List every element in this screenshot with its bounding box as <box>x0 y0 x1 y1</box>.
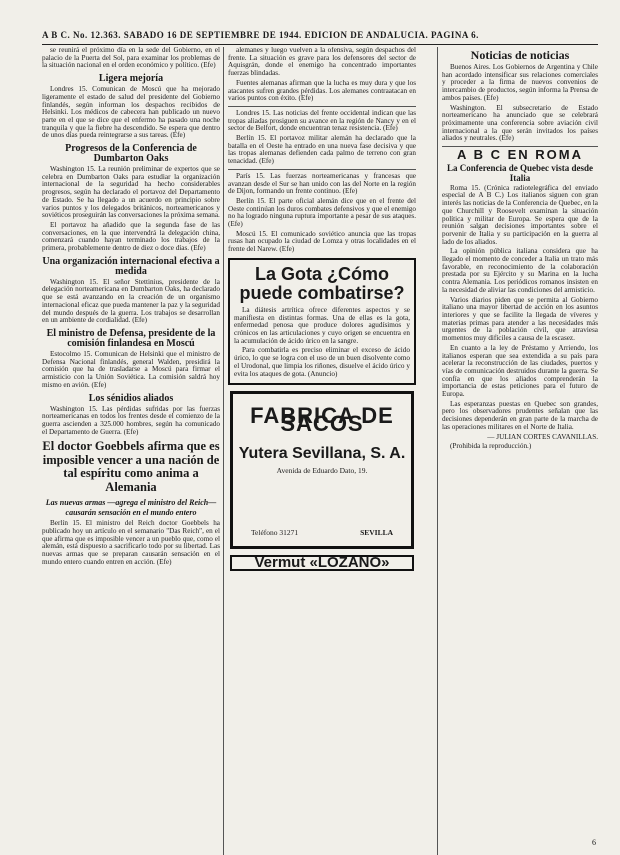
column-divider-1 <box>223 47 224 855</box>
page-number: 6 <box>592 838 596 847</box>
article-text: Londres 15. Comunican de Moscú que ha mejorado ligeramente el estado de salud del presidente del Gobierno finlandés, según informan los despachos recibidos de Helsinki. Los médicos de cabecera han publicado un nuevo parte en el que se dice que el enfermo ha pasado una noche tranquila y que la fiebre ha descendido. Se espera que dentro de unos días pueda reintegrarse a sus tareas. (Efe) <box>42 85 220 140</box>
article-text: Berlín 15. El parte oficial alemán dice que en el frente del Oeste continúan los duros combates defensivos y que el enemigo no ha logrado ninguna ruptura importante a pesar de sus ataques. (Efe) <box>228 196 416 229</box>
fabrica-sacos-advertisement <box>230 391 414 549</box>
separator <box>228 169 416 170</box>
subheadline-goebbels: Las nuevas armas —agrega el ministro del Reich— causarán sensación en el mundo entero <box>45 498 217 518</box>
gota-advertisement <box>228 258 416 385</box>
article-text: se reunirá el próximo día en la sede del Gobierno, en el palacio de la Puerta del Sol, para examinar los problemas de la situación nacional en el orden económico y político. (Efe) <box>42 47 220 70</box>
headline-quebec: La Conferencia de Quebec vista desde Italia <box>446 162 594 183</box>
article-text: Roma 15. (Crónica radiotelegráfica del enviado especial de A B C.) Los italianos siguen con gran interés las noticias de la Conferencia de Quebec, en la que Churchill y Roosevelt examinan la situación política y militar de Europa. Se espera que de la reunión salgan decisiones importantes sobre el porvenir de Italia y su participación en la guerra al lado de los aliados. <box>442 183 598 246</box>
headline-dumbarton-oaks: Progresos de la Conferencia de Dumbarton Oaks <box>65 143 197 165</box>
headline-noticias: Noticias de noticias <box>470 48 570 62</box>
article-text: Moscú 15. El comunicado soviético anuncia que las tropas rusas han ocupado la ciudad de Lomza y otras localidades en el frente del Narew. (Efe) <box>228 229 416 254</box>
article-text: Londres 15. Las noticias del frente occidental indican que las tropas aliadas prosiguen su avance en la región de Nancy y en el sector de Belfort, donde encuentran tenaz resistencia. (Efe) <box>228 108 416 133</box>
page-header: A B C. No. 12.363. SABADO 16 DE SEPTIEMBRE DE 1944. EDICION DE ANDALUCIA. PAGINA 6. <box>42 30 479 40</box>
column-2 <box>228 47 416 855</box>
article-text: Buenos Aires. Los Gobiernos de Argentina y Chile han acordado intensificar sus relaciones comerciales y proceder a la firma de nuevos convenios de intercambio de productos, según informa la Prensa de ambos países. (Efe) <box>442 63 598 102</box>
article-text: Washington 15. El señor Stettinius, presidente de la delegación norteamericana en Dumbarton Oaks, ha declarado que se está avanzando en la creación de un organismo internacional eficaz que pueda mantener la paz y la seguridad del mundo después de la guerra. Los trabajos se desarrollan en un ambiente de cordialidad. (Efe) <box>42 277 220 325</box>
article-text: Berlín 15. El portavoz militar alemán ha declarado que la batalla en el Oeste ha entrado en una nueva fase decisiva y que las tropas alemanas defienden cada palmo de terreno con gran tenacidad. (Efe) <box>228 134 416 166</box>
column-1 <box>42 47 220 855</box>
ad-address: Avenida de Eduardo Dato, 19. <box>276 466 368 476</box>
article-text: Estocolmo 15. Comunican de Helsinki que el ministro de Defensa Nacional finlandés, general Walden, presidirá la comisión que ha de trasladarse a Moscú para firmar el armisticio con la Unión Soviética. La comisión saldrá hoy mismo en avión. (Efe) <box>42 349 220 389</box>
ad-city: SEVILLA <box>360 527 393 537</box>
gota-text: Para combatirla es preciso eliminar el exceso de ácido úrico, lo que se logra con el uso de un buen disolvente como el Urodonal, que limpia los riñones, disuelve el ácido úrico y evita los ataques de gota. (Anuncio) <box>234 346 410 378</box>
header-rule <box>42 44 598 45</box>
article-text: París 15. Las fuerzas norteamericanas y francesas que avanzan desde el Sur se han unido con las del Norte en la región de Dijon, formando un frente continuo. (Efe) <box>228 171 416 196</box>
abc-en-roma-title: A B C EN ROMA <box>457 147 583 163</box>
article-footer: (Prohibida la reproducción.) <box>450 442 532 451</box>
ad-company: Yutera Sevillana, S. A. <box>238 444 406 462</box>
ad-title: FABRICA DE SACOS <box>250 403 394 436</box>
article-text: Las esperanzas puestas en Quebec son grandes, pero los observadores prudentes señalan que las decisiones dependerán en gran parte de la marcha de las operaciones militares en el Norte de Italia. <box>442 399 598 431</box>
article-signature: — JULIAN CORTES CAVANILLAS. <box>487 432 598 441</box>
article-text: Washington 15. La reunión preliminar de expertos que se celebra en Dumbarton Oaks para estudiar la organización internacional de la seguridad ha hecho considerables progresos, según ha declarado el portavoz del Departamento de Estado. Se ha llegado a un acuerdo en principio sobre varios puntos y los delegados británicos, norteamericanos y soviéticos proseguirán las conversaciones la próxima semana. <box>42 165 220 220</box>
ad-phone: Teléfono 31271 <box>251 527 299 537</box>
headline-senidios-aliados: Los sénidios aliados <box>88 392 174 404</box>
headline-organizacion-internacional: Una organización internacional efectiva a medida <box>42 255 220 277</box>
article-text: Washington. El subsecretario de Estado norteamericano ha anunciado que se celebrará próximamente una conferencia sobre aviación civil internacional a la que serán invitados los países aliados y neutrales. (Efe) <box>442 103 598 143</box>
article-text: Fuentes alemanas afirman que la lucha es muy dura y que los atacantes sufren grandes pérdidas. Los alemanes contraatacan en varios puntos con éxito. (Efe) <box>228 78 416 103</box>
article-text: En cuanto a la ley de Préstamo y Arriendo, los italianos esperan que sea extendida a su país para acelerar la reconstrucción de las ciudades, puertos y vías de comunicación destruidos durante la guerra. Se confía en que los aliados comprenderán la importancia de estas peticiones para el futuro de Europa. <box>442 343 598 399</box>
separator <box>228 106 416 107</box>
article-text: La opinión pública italiana considera que ha llegado el momento de conceder a Italia un trato más favorable, en reconocimiento de la colaboración prestada por su Ejército y su Marina en la lucha contra Alemania. Los periódicos romanos insisten en la necesidad de aliviar las condiciones del armisticio. <box>442 247 598 294</box>
headline-ministro-defensa: El ministro de Defensa, presidente de la comisión finlandesa en Moscú <box>46 327 216 349</box>
column-3 <box>442 47 598 855</box>
headline-ligera-mejoria: Ligera mejoría <box>98 73 164 85</box>
column-divider-2 <box>437 47 438 855</box>
article-text: alemanes y luego vuelven a la ofensiva, según despachos del frente. La situación es grave para los defensores del sector de Aquisgrán, donde el enemigo ha concentrado importantes fuerzas blindadas. <box>228 47 416 78</box>
article-text: Varios diarios piden que se permita al Gobierno italiano una mayor libertad de acción en los asuntos interiores y que se facilite la llegada de víveres y materias primas para atender a las necesidades más urgentes de la población civil, que atraviesa momentos muy difíciles a causa de la escasez. <box>442 295 598 343</box>
lozano-advertisement: Vermut «LOZANO» <box>230 555 414 571</box>
article-text: El portavoz ha añadido que la segunda fase de las conversaciones, en la que intervendrá la delegación china, comenzará cuando hayan terminado los trabajos de la primera, probablemente dentro de diez o doce días. (Efe) <box>42 220 220 253</box>
gota-headline: La Gota ¿Cómo puede combatirse? <box>239 263 405 303</box>
headline-goebbels: El doctor Goebbels afirma que es imposible vencer a una nación de tal espíritu como anima a Alemania <box>42 439 220 494</box>
article-text: Washington 15. Las pérdidas sufridas por las fuerzas norteamericanas en todos los frentes desde el comienzo de la guerra ascienden a 325.000 hombres, según ha comunicado el Departamento de Guerra. (Efe) <box>42 404 220 436</box>
gota-text: La diátesis artrítica ofrece diferentes aspectos y se manifiesta en distintas formas. Una de ellas es la gota, enfermedad penosa que produce dolores agudísimos y crónicos en las articulaciones y cuyo origen se encuentra en la acumulación de ácido úrico en la sangre. <box>234 305 410 345</box>
article-text: Berlín 15. El ministro del Reich doctor Goebbels ha publicado hoy un artículo en el semanario "Das Reich", en el que afirma que es imposible vencer a un pueblo que, como el alemán, está dispuesto a sacrificarlo todo por su libertad. Las nuevas armas que se preparan causarán sensación en el mundo entero cuando entren en acción. (Efe) <box>42 519 220 566</box>
